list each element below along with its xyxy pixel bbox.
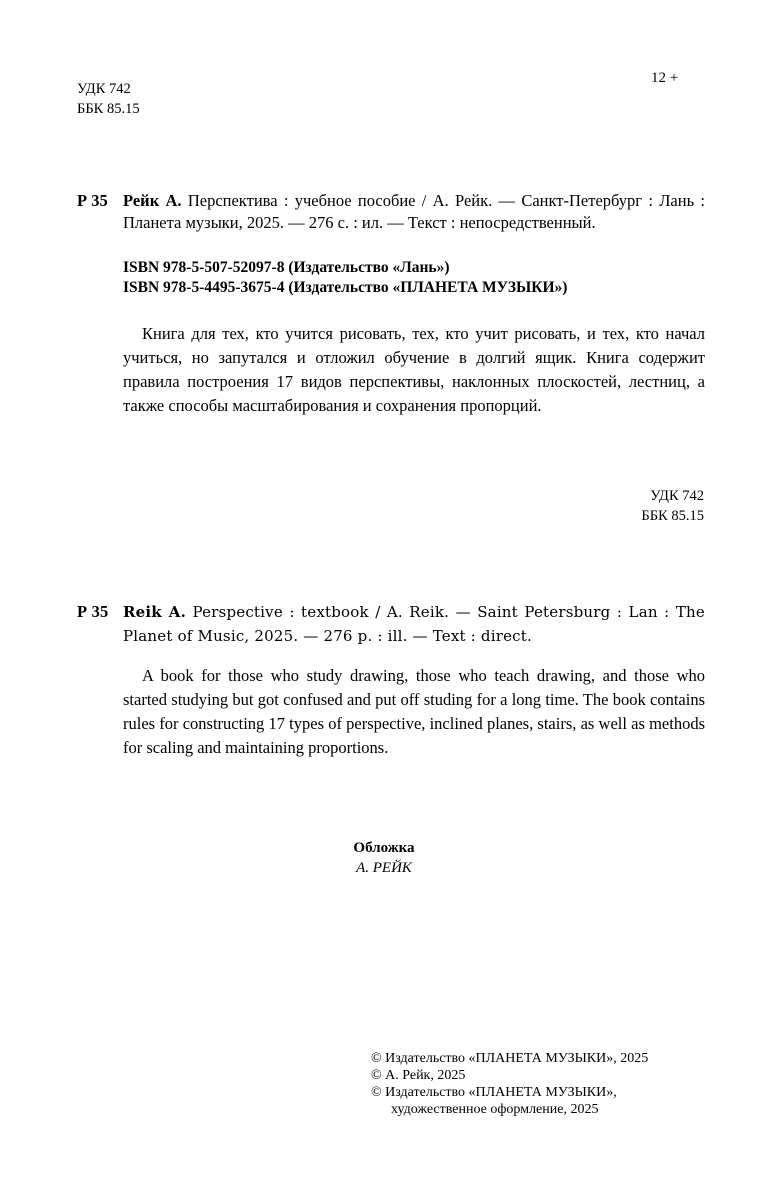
copyright-line: © Издательство «ПЛАНЕТА МУЗЫКИ», 2025 [371,1051,649,1066]
bbk-code: ББК 85.15 [77,101,140,117]
cover-label: Обложка [353,840,415,856]
isbn-lan: ISBN 978-5-507-52097-8 (Издательство «Лань») [123,259,450,276]
bibliographic-entry-ru [77,190,705,234]
udk-code-mid: УДК 742 [650,488,704,504]
annotation-ru [123,322,705,418]
annotation-ru-text: Книга для тех, кто учится рисовать, тех, кто учит рисовать, и тех, кто начал учиться, но запутался и отложил обучение в долгий ящик. Книга содержит правила построения 17 видов перспективы, наклонных плоскостей, лестниц, а также способы масштабирования и сохранения пропорций. [123,324,705,415]
mid-right-classification [641,486,704,526]
entry-text: Перспектива : учебное пособие / А. Рейк. — Санкт-Петербург : Лань : Планета музыки, 2025. — 276 с. : ил. — Текст : непосредственный. [123,191,705,232]
entry-author: Рейк А. [123,191,182,210]
author-sign-code: Р 35 [77,191,108,210]
bbk-code-mid: ББК 85.15 [641,508,704,524]
copyright-line-continued: художественное оформление, 2025 [391,1102,599,1117]
entry-text-en: Perspective : textbook / A. Reik. — Saint Petersburg : Lan : The Planet of Music, 2025. — 276 p. : ill. — Text : direct. [123,603,705,645]
bibliographic-entry-en [77,600,705,648]
top-left-classification [77,79,140,119]
entry-author-en: Reik A. [123,603,187,621]
entry-body-en [123,600,705,648]
isbn-planeta: ISBN 978-5-4495-3675-4 (Издательство «ПЛАНЕТА МУЗЫКИ») [123,279,568,296]
author-sign-code-en: Р 35 [77,602,109,621]
annotation-en [123,664,705,760]
copyright-line: © А. Рейк, 2025 [371,1068,466,1083]
age-rating: 12 + [651,70,679,86]
entry-body [123,190,705,234]
copyright-block [371,1050,648,1118]
copyright-line: © Издательство «ПЛАНЕТА МУЗЫКИ», [371,1085,617,1100]
cover-credit [300,838,468,878]
udk-code: УДК 742 [77,81,131,97]
annotation-en-text: A book for those who study drawing, those who teach drawing, and those who started studying but got confused and put off studing for a long time. The book contains rules for constructing 17 types of perspective, inclined planes, stairs, as well as methods for scaling and maintaining proportions. [123,666,705,757]
cover-author: А. РЕЙК [356,860,412,876]
isbn-block [123,258,567,298]
